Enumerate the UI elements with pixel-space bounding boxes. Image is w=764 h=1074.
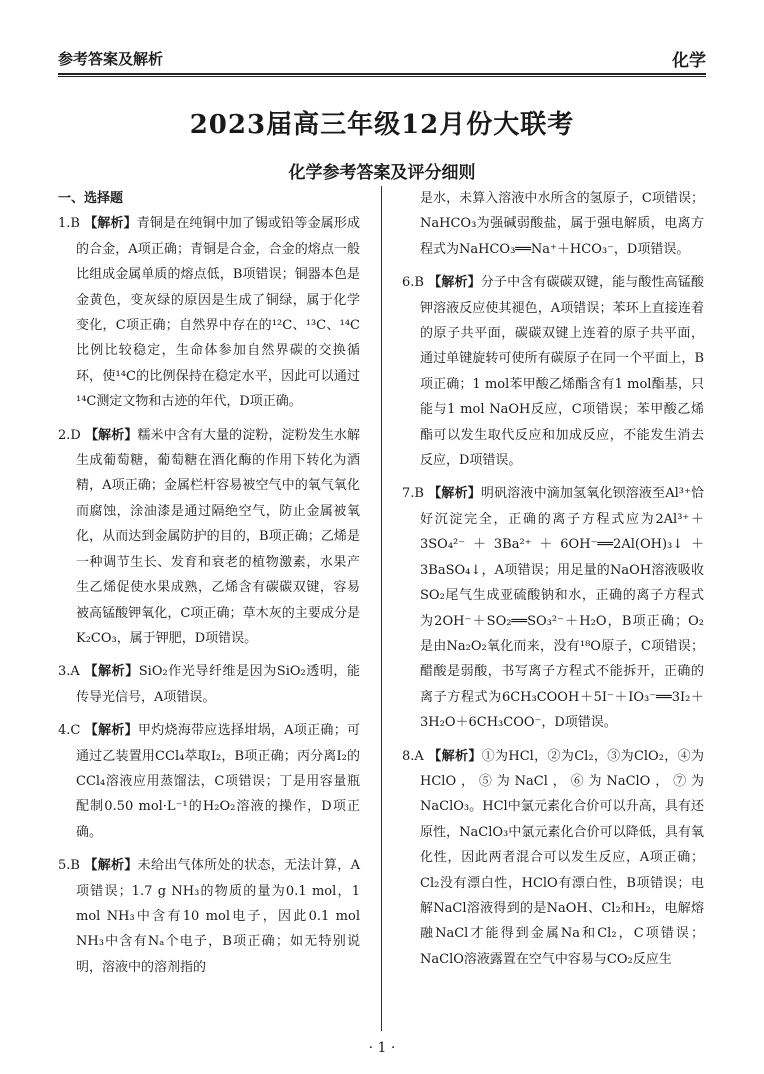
header-left: 参考答案及解析 <box>58 50 164 68</box>
right-answer-list <box>402 186 704 972</box>
analysis-tag: 【解析】 <box>428 275 481 291</box>
left-answer-list <box>58 211 360 980</box>
answer-item <box>402 481 704 735</box>
section-heading: 一、选择题 <box>58 191 124 206</box>
answer-number: 6.B <box>402 275 424 291</box>
answer-item <box>58 853 360 980</box>
analysis-tag: 【解析】 <box>428 486 481 502</box>
column-divider <box>381 186 382 1031</box>
answer-number: 8.A <box>402 748 424 764</box>
answer-item <box>58 423 360 652</box>
answer-number: 4.C <box>58 723 81 739</box>
answer-number: 3.A <box>58 664 80 680</box>
answer-item <box>58 211 360 414</box>
answer-number: 7.B <box>402 486 424 502</box>
answer-item <box>58 659 360 710</box>
analysis-tag: 【解析】 <box>84 664 139 680</box>
answer-text: 甲灼烧海带应选择坩埚，A项正确；可通过乙装置用CCl₄萃取I₂，B项正确；丙分离I₂的CCl₄溶液应用蒸馏法，C项错误；丁是用容量瓶配制0.50 mol·L⁻¹的H₂O₂溶液的操作，D项正确。 <box>76 723 361 840</box>
analysis-tag: 【解析】 <box>84 858 138 874</box>
answer-text: 明矾溶液中滴加氢氧化钡溶液至Al³⁺恰好沉淀完全，正确的离子方程式应为2Al³⁺＋3SO₄²⁻＋3Ba²⁺＋6OH⁻══2Al(OH)₃↓＋3BaSO₄↓，A项错误；用足量的NaOH溶液吸收SO₂尾气生成亚硫酸钠和水，正确的离子方程式为2OH⁻＋SO₂══SO₃²⁻＋H₂O，B项正确；O₂是由Na₂O₂氧化而来，没有¹⁸O原子，C项错误；醋酸是弱酸，书写离子方程式不能拆开，正确的离子方程式为6CH₃COOH＋5I⁻＋IO₃⁻══3I₂＋3H₂O＋6CH₃COO⁻，D项错误。 <box>420 486 704 731</box>
answer-text: 分子中含有碳碳双键，能与酸性高锰酸钾溶液反应使其褪色，A项错误；苯环上直接连着的原子共平面，碳碳双键上连着的原子共平面，通过单键旋转可使所有碳原子在同一个平面上，B项正确；1 mol苯甲酸乙烯酯含有1 mol酯基，只能与1 mol NaOH反应，C项错误；苯甲酸乙烯酯可以发生取代反应和加成反应，不能发生消去反应，D项错误。 <box>420 275 704 469</box>
answer-number: 2.D <box>58 427 81 443</box>
answer-number: 5.B <box>58 858 80 874</box>
answer-number: 1.B <box>58 216 80 232</box>
document-subtitle: 化学参考答案及评分细则 <box>288 163 476 183</box>
analysis-tag: 【解析】 <box>85 427 138 443</box>
answer-text: 青铜是在纯铜中加了锡或铅等金属形成的合金，A项正确；青铜是合金，合金的熔点一般比组成金属单质的熔点低，B项错误；铜器本色是金黄色，变灰绿的原因是生成了铜绿，属于化学变化，C项正确；自然界中存在的¹²C、¹³C、¹⁴C比例比较稳定，生命体参加自然界碳的交换循环，使¹⁴C的比例保持在稳定水平，因此可以通过¹⁴C测定文物和古迹的年代，D项正确。 <box>76 216 360 410</box>
analysis-tag: 【解析】 <box>84 723 138 739</box>
answer-text: 未给出气体所处的状态，无法计算，A项错误；1.7 g NH₃的物质的量为0.1 mol，1 mol NH₃中含有10 mol电子，因此0.1 mol NH₃中含有Nₐ个电子，B项正确；如无特别说明，溶液中的溶剂指的 <box>76 858 361 975</box>
header-rule <box>58 73 706 75</box>
page-number: · 1 · <box>368 1040 396 1056</box>
answer-text: 糯米中含有大量的淀粉，淀粉发生水解生成葡萄糖，葡萄糖在酒化酶的作用下转化为酒精，A项正确；金属栏杆容易被空气中的氧气氧化而腐蚀，涂油漆是通过隔绝空气，防止金属被氧化，从而达到金属防护的目的，B项正确；乙烯是一种调节生长、发育和衰老的植物激素，水果产生乙烯促使水果成熟，乙烯含有碳碳双键，容易被高锰酸钾氧化，C项正确；草木灰的主要成分是K₂CO₃，属于钾肥，D项错误。 <box>76 427 360 646</box>
answer-item <box>402 270 704 473</box>
right-column <box>402 186 704 980</box>
answer-item <box>402 186 704 262</box>
answer-item <box>58 718 360 845</box>
document-title: 2023届高三年级12月份大联考 <box>189 110 575 140</box>
page-header <box>58 40 706 70</box>
left-column <box>58 186 360 988</box>
answer-text: ①为HCl，②为Cl₂，③为ClO₂，④为HClO，⑤为NaCl，⑥为NaClO，⑦为NaClO₃。HCl中氯元素化合价可以升高，具有还原性，NaClO₃中氯元素化合价可以降低，具有氧化性，因此两者混合可以发生反应，A项正确；Cl₂没有漂白性，HClO有漂白性，B项错误；电解NaCl溶液得到的是NaOH、Cl₂和H₂，电解熔融NaCl才能得到金属Na和Cl₂，C项错误；NaClO溶液露置在空气中容易与CO₂反应生 <box>420 748 704 967</box>
header-rule-thin <box>58 76 706 77</box>
answer-text: SiO₂作光导纤维是因为SiO₂透明，能传导光信号，A项错误。 <box>76 664 360 705</box>
analysis-tag: 【解析】 <box>84 216 137 232</box>
analysis-tag: 【解析】 <box>428 748 482 764</box>
answer-item <box>402 744 704 973</box>
answer-text: 是水，未算入溶液中水所含的氢原子，C项错误；NaHCO₃为强碱弱酸盐，属于强电解质，电离方程式为NaHCO₃══Na⁺＋HCO₃⁻，D项错误。 <box>420 191 704 257</box>
header-subject: 化学 <box>672 51 706 71</box>
